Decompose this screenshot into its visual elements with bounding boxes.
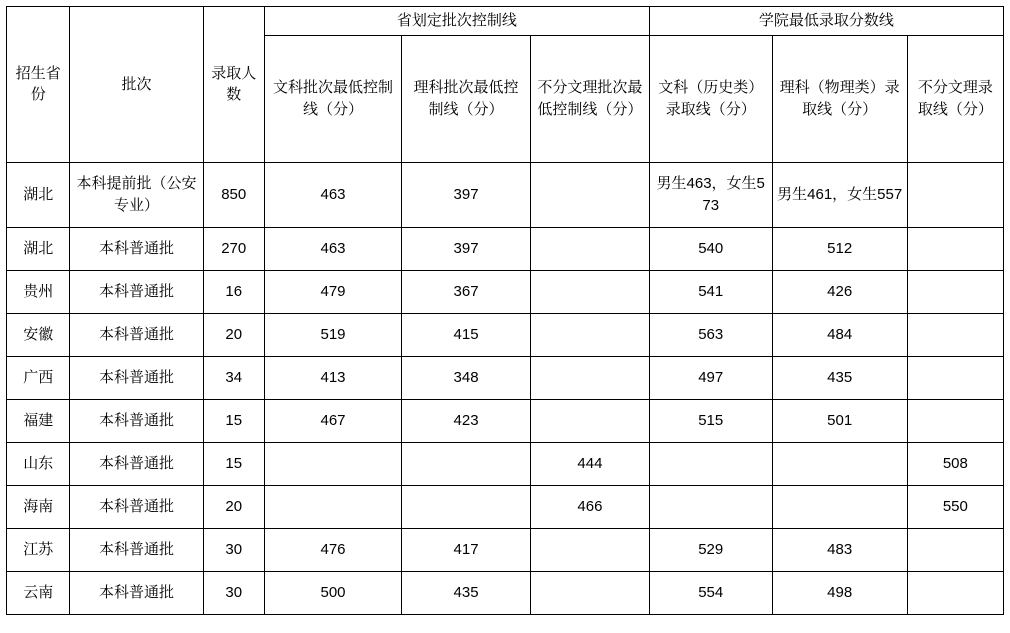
table-row	[7, 442, 1004, 485]
cell-prov_wenke	[264, 442, 401, 485]
cell-count: 30	[203, 528, 264, 571]
cell-prov_nodiv: 444	[531, 442, 650, 485]
cell-prov_like	[402, 442, 531, 485]
cell-prov_wenke: 479	[264, 270, 401, 313]
cell-col_wenke: 515	[649, 399, 772, 442]
cell-col_nodiv: 550	[907, 485, 1003, 528]
cell-prov_wenke: 413	[264, 356, 401, 399]
cell-batch: 本科普通批	[70, 571, 203, 614]
cell-prov_wenke: 476	[264, 528, 401, 571]
cell-col_like	[772, 442, 907, 485]
cell-col_like: 483	[772, 528, 907, 571]
cell-col_like	[772, 485, 907, 528]
table-row	[7, 270, 1004, 313]
cell-count: 20	[203, 485, 264, 528]
cell-province: 江苏	[7, 528, 70, 571]
cell-col_wenke	[649, 485, 772, 528]
cell-prov_like: 367	[402, 270, 531, 313]
cell-col_like: 484	[772, 313, 907, 356]
cell-prov_wenke	[264, 485, 401, 528]
cell-province: 山东	[7, 442, 70, 485]
cell-col_like: 435	[772, 356, 907, 399]
cell-prov_wenke: 519	[264, 313, 401, 356]
cell-col_nodiv	[907, 162, 1003, 227]
cell-col_wenke: 563	[649, 313, 772, 356]
cell-province: 广西	[7, 356, 70, 399]
cell-count: 270	[203, 227, 264, 270]
group-header-province-control-line: 省划定批次控制线	[264, 7, 649, 36]
cell-col_wenke: 497	[649, 356, 772, 399]
cell-col_nodiv	[907, 356, 1003, 399]
cell-prov_nodiv	[531, 313, 650, 356]
cell-col_like: 498	[772, 571, 907, 614]
table-row	[7, 227, 1004, 270]
table-row	[7, 356, 1004, 399]
cell-prov_nodiv	[531, 227, 650, 270]
table-row	[7, 571, 1004, 614]
cell-prov_like: 397	[402, 227, 531, 270]
cell-prov_nodiv	[531, 571, 650, 614]
cell-prov_wenke: 467	[264, 399, 401, 442]
cell-batch: 本科普通批	[70, 356, 203, 399]
cell-col_nodiv	[907, 313, 1003, 356]
cell-prov_nodiv	[531, 162, 650, 227]
cell-col_wenke: 529	[649, 528, 772, 571]
cell-count: 34	[203, 356, 264, 399]
cell-batch: 本科提前批（公安专业）	[70, 162, 203, 227]
cell-col_like: 501	[772, 399, 907, 442]
group-header-college-min-line: 学院最低录取分数线	[649, 7, 1003, 36]
column-header-province: 招生省份	[7, 7, 70, 163]
cell-batch: 本科普通批	[70, 313, 203, 356]
cell-col_wenke: 540	[649, 227, 772, 270]
cell-col_wenke	[649, 442, 772, 485]
column-header-prov-wenke: 文科批次最低控制线（分）	[264, 35, 401, 162]
cell-count: 15	[203, 399, 264, 442]
cell-count: 15	[203, 442, 264, 485]
cell-col_like: 男生461，女生557	[772, 162, 907, 227]
cell-batch: 本科普通批	[70, 485, 203, 528]
column-header-college-like: 理科（物理类）录取线（分）	[772, 35, 907, 162]
column-header-batch: 批次	[70, 7, 203, 163]
cell-col_like: 512	[772, 227, 907, 270]
cell-prov_nodiv	[531, 356, 650, 399]
cell-col_nodiv	[907, 571, 1003, 614]
cell-batch: 本科普通批	[70, 528, 203, 571]
table-row	[7, 399, 1004, 442]
table-row	[7, 485, 1004, 528]
cell-prov_wenke: 463	[264, 162, 401, 227]
cell-col_nodiv	[907, 270, 1003, 313]
cell-province: 海南	[7, 485, 70, 528]
cell-province: 安徽	[7, 313, 70, 356]
cell-prov_nodiv	[531, 270, 650, 313]
cell-prov_like: 397	[402, 162, 531, 227]
cell-col_wenke: 554	[649, 571, 772, 614]
cell-count: 850	[203, 162, 264, 227]
column-header-prov-like: 理科批次最低控制线（分）	[402, 35, 531, 162]
cell-prov_like: 348	[402, 356, 531, 399]
cell-province: 湖北	[7, 162, 70, 227]
cell-prov_like: 423	[402, 399, 531, 442]
cell-prov_like: 417	[402, 528, 531, 571]
cell-province: 福建	[7, 399, 70, 442]
cell-batch: 本科普通批	[70, 399, 203, 442]
cell-col_nodiv: 508	[907, 442, 1003, 485]
cell-col_wenke: 男生463，女生573	[649, 162, 772, 227]
cell-prov_nodiv	[531, 528, 650, 571]
column-header-college-wenke: 文科（历史类）录取线（分）	[649, 35, 772, 162]
cell-batch: 本科普通批	[70, 442, 203, 485]
cell-prov_like: 415	[402, 313, 531, 356]
column-header-count: 录取人数	[203, 7, 264, 163]
cell-count: 30	[203, 571, 264, 614]
table-row	[7, 162, 1004, 227]
cell-col_nodiv	[907, 399, 1003, 442]
table-body	[7, 162, 1004, 614]
cell-prov_like	[402, 485, 531, 528]
cell-province: 云南	[7, 571, 70, 614]
cell-province: 贵州	[7, 270, 70, 313]
admission-score-table	[6, 6, 1004, 615]
cell-prov_nodiv: 466	[531, 485, 650, 528]
cell-col_nodiv	[907, 528, 1003, 571]
cell-count: 20	[203, 313, 264, 356]
cell-province: 湖北	[7, 227, 70, 270]
table-header-group-row	[7, 7, 1004, 36]
cell-batch: 本科普通批	[70, 227, 203, 270]
table-row	[7, 313, 1004, 356]
cell-prov_wenke: 463	[264, 227, 401, 270]
table-row	[7, 528, 1004, 571]
cell-col_nodiv	[907, 227, 1003, 270]
cell-prov_like: 435	[402, 571, 531, 614]
column-header-prov-nodiv: 不分文理批次最低控制线（分）	[531, 35, 650, 162]
column-header-college-nodiv: 不分文理录取线（分）	[907, 35, 1003, 162]
cell-count: 16	[203, 270, 264, 313]
cell-prov_wenke: 500	[264, 571, 401, 614]
cell-prov_nodiv	[531, 399, 650, 442]
cell-col_like: 426	[772, 270, 907, 313]
table-header	[7, 7, 1004, 163]
cell-batch: 本科普通批	[70, 270, 203, 313]
cell-col_wenke: 541	[649, 270, 772, 313]
